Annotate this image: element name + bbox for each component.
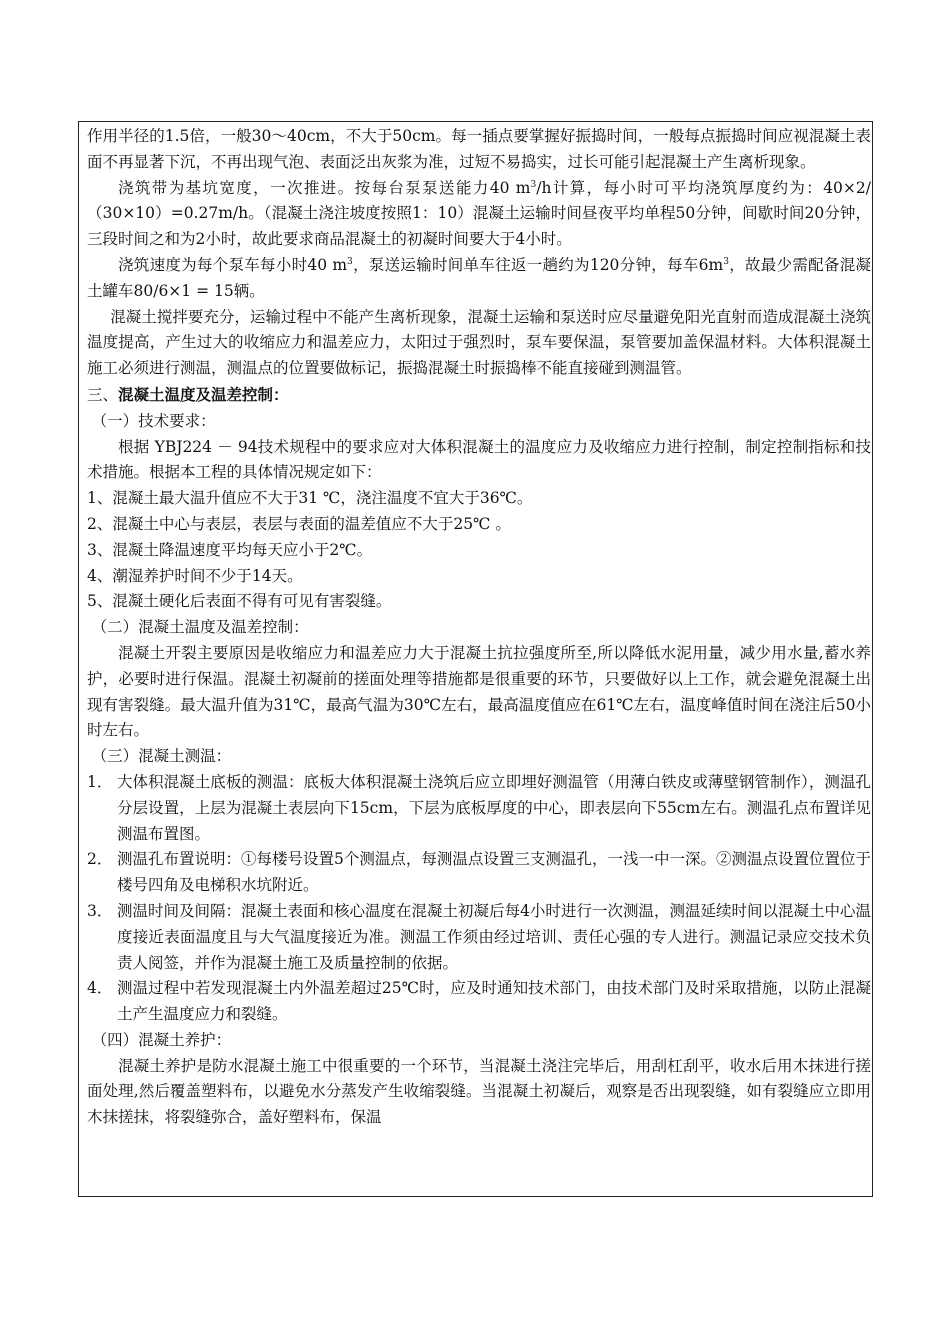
text-run: /h计算，每小时可平均浇筑厚度约为：40×2/（30×10）=0.27m/h。（混凝土浇注坡度按照1：10）混凝土运输时间昼夜平均单程50分钟，间歇时间20分钟，三段时间之和为2小时，故此要求商品混凝土的初凝时间要大于4小时。 xyxy=(87,178,871,249)
item-number: 3． xyxy=(87,901,113,920)
paragraph xyxy=(87,253,871,305)
rule-item: 3、混凝土降温速度平均每天应小于2℃。 xyxy=(87,540,373,559)
text-run: 浇筑带为基坑宽度，一次推进。按每台泵泵送能力40 m xyxy=(118,178,531,197)
subheading: （四）混凝土养护： xyxy=(91,1030,232,1049)
paragraph: 混凝土搅拌要充分，运输过程中不能产生离析现象，混凝土运输和泵送时应尽量避免阳光直射而造成混凝土浇筑温度提高，产生过大的收缩应力和温差应力，太阳过于强烈时，泵车要保温，泵管要加盖保温材料。大体积混凝土施工必须进行测温，测温点的位置要做标记，振捣混凝土时振捣棒不能直接碰到测温管。 xyxy=(87,307,871,378)
item-text: 测温过程中若发现混凝土内外温差超过25℃时，应及时通知技术部门，由技术部门及时采取措施，以防止混凝土产生温度应力和裂缝。 xyxy=(117,979,871,1024)
text-run: ，故最少需配备混凝土罐车80/6×1 = 15辆。 xyxy=(87,255,871,300)
rule-item: 4、潮湿养护时间不少于14天。 xyxy=(87,566,303,585)
item-number: 4． xyxy=(87,979,113,998)
numbered-item xyxy=(87,770,871,847)
paragraph: 混凝土养护是防水混凝土施工中很重要的一个环节，当混凝土浇注完毕后，用刮杠刮平，收水后用木抹进行搓面处理,然后覆盖塑料布，以避免水分蒸发产生收缩裂缝。当混凝土初凝后，观察是否出现裂缝，如有裂缝应立即用木抹搓抹，将裂缝弥合，盖好塑料布，保温 xyxy=(87,1056,871,1127)
rule-item: 5、混凝土硬化后表面不得有可见有害裂缝。 xyxy=(87,592,392,611)
numbered-item xyxy=(87,976,871,1028)
subheading: （一）技术要求： xyxy=(91,411,216,430)
item-text: 测温时间及间隔：混凝土表面和核心温度在混凝土初凝后每4小时进行一次测温，测温延续时间以混凝土中心温度接近表面温度且与大气温度接近为准。测温工作须由经过培训、责任心强的专人进行。测温记录应交技术负责人阅签，并作为混凝土施工及质量控制的依据。 xyxy=(117,901,871,972)
paragraph: 根据 YBJ224 － 94技术规程中的要求应对大体积混凝土的温度应力及收缩应力进行控制，制定控制指标和技术措施。根据本工程的具体情况规定如下： xyxy=(87,437,871,482)
section-heading xyxy=(87,382,871,409)
paragraph: 混凝土开裂主要原因是收缩应力和温差应力大于混凝土抗拉强度所至,所以降低水泥用量，减少用水量,蓄水养护，必要时进行保温。混凝土初凝前的搓面处理等措施都是很重要的环节，只要做好以上工作，就会避免混凝土出现有害裂缝。最大温升值为31℃，最高气温为30℃左右，最高温度值应在61℃左右，温度峰值时间在浇注后50小时左右。 xyxy=(87,643,871,740)
heading-text: 混凝土温度及温差控制： xyxy=(118,384,289,404)
paragraph: 作用半径的1.5倍，一般30～40cm，不大于50cm。每一插点要掌握好振捣时间，一般每点振捣时间应视混凝土表面不再显著下沉，不再出现气泡、表面泛出灰浆为准，过短不易捣实，过长可能引起混凝土产生离析现象。 xyxy=(87,127,871,171)
rule-item: 1、混凝土最大温升值应不大于31 ℃，浇注温度不宜大于36℃。 xyxy=(87,489,533,508)
item-text: 测温孔布置说明：①每楼号设置5个测温点，每测温点设置三支测温孔，一浅一中一深。②测温点设置位置位于楼号四角及电梯积水坑附近。 xyxy=(117,850,871,895)
superscript: 3 xyxy=(530,179,537,190)
item-number: 2． xyxy=(87,850,113,869)
paragraph xyxy=(87,176,871,253)
text-run: ，泵送运输时间单车往返一趟约为120分钟，每车6m xyxy=(352,255,724,274)
item-text: 大体积混凝土底板的测温：底板大体积混凝土浇筑后应立即埋好测温管（用薄白铁皮或薄壁钢管制作），测温孔分层设置，上层为混凝土表层向下15cm，下层为底板厚度的中心，即表层向下55cm左右。测温孔点布置详见测温布置图。 xyxy=(117,772,871,843)
text-run: 浇筑速度为每个泵车每小时40 m xyxy=(118,255,348,274)
subheading: （二）混凝土温度及温差控制： xyxy=(91,618,309,637)
numbered-item xyxy=(87,847,871,899)
item-number: 1． xyxy=(87,772,113,791)
rule-item: 2、混凝土中心与表层，表层与表面的温差值应不大于25℃ 。 xyxy=(87,514,511,533)
document-body xyxy=(87,124,871,1131)
subheading: （三）混凝土测温： xyxy=(91,747,232,766)
heading-number: 三、 xyxy=(87,385,119,404)
numbered-item xyxy=(87,899,871,976)
superscript: 3 xyxy=(723,256,729,267)
superscript: 3 xyxy=(347,256,353,267)
